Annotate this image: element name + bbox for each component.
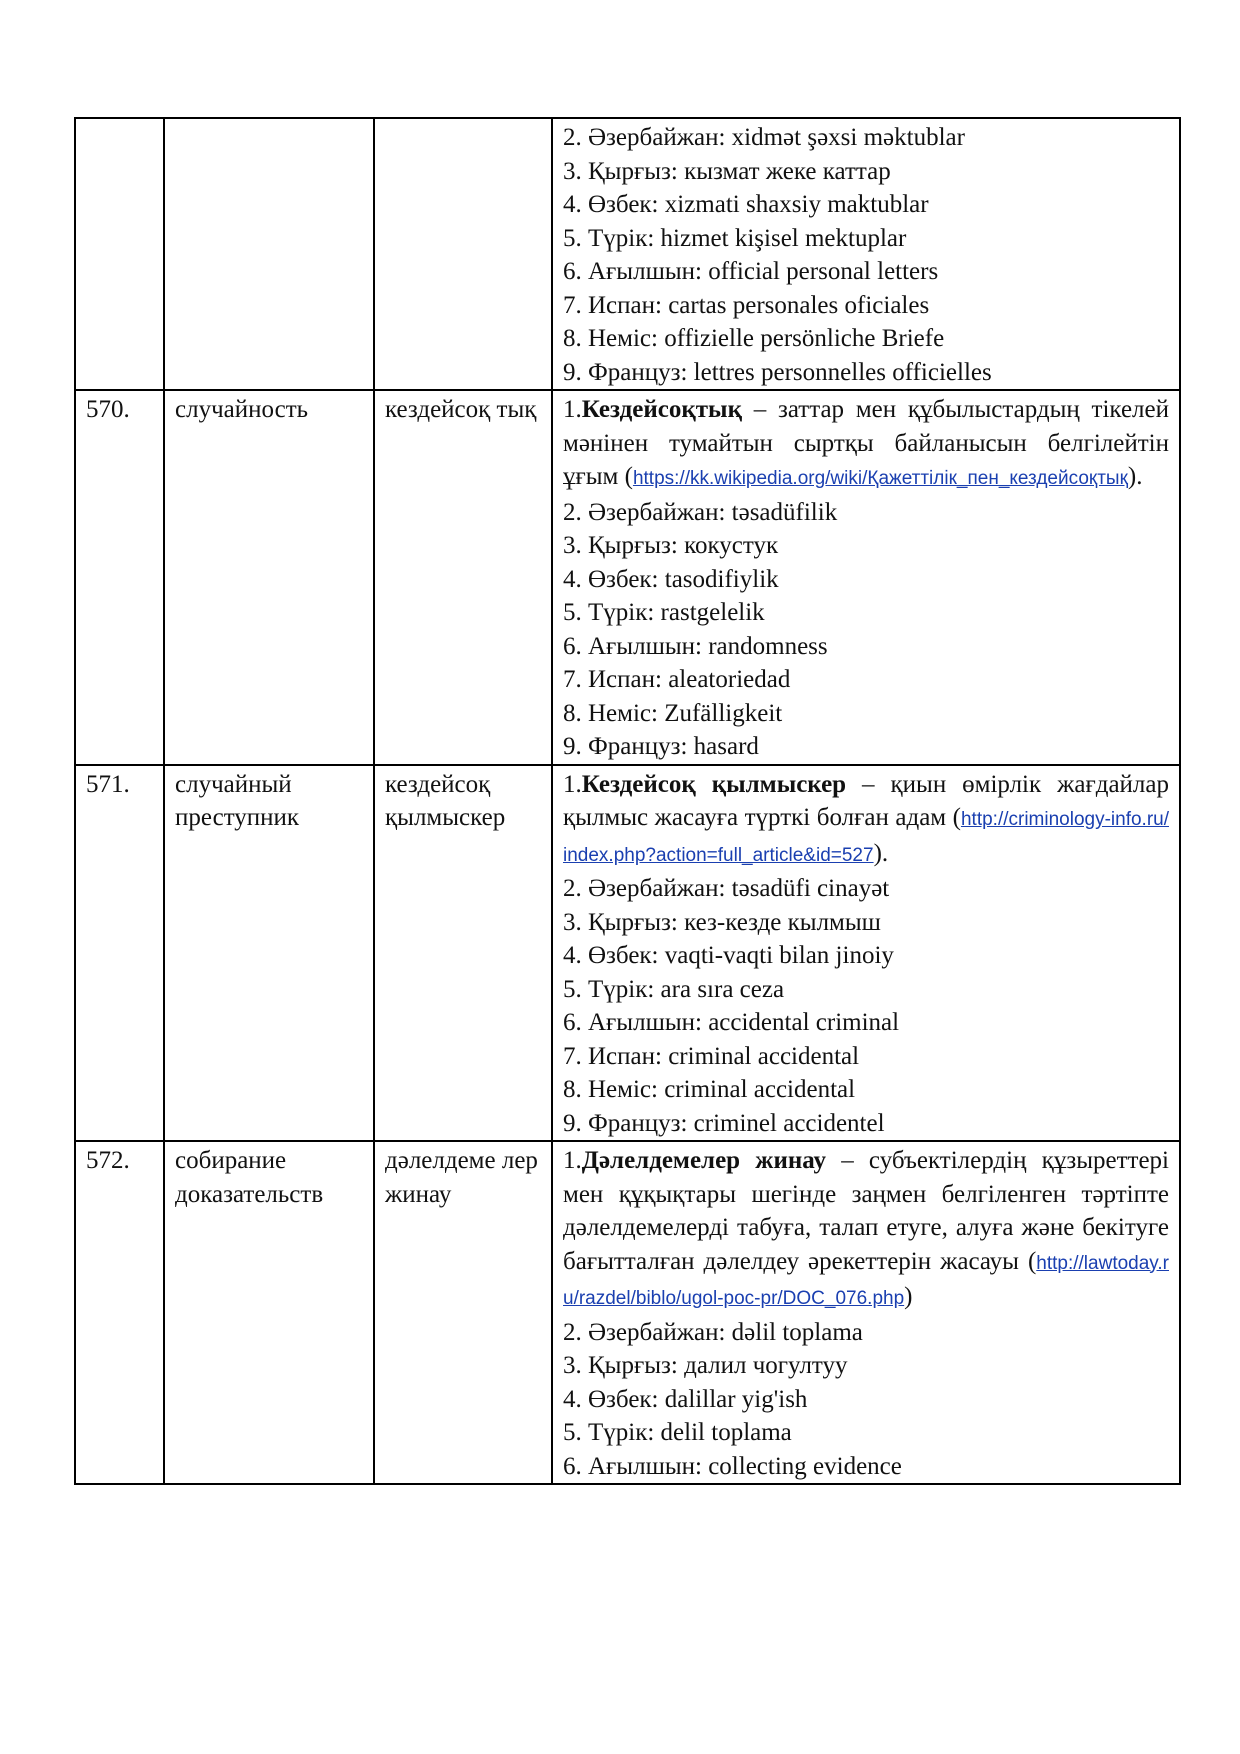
translation-line: 8. Неміс: Zufälligkeit [563, 699, 783, 727]
translation-line: 6. Ағылшын: randomness [563, 632, 828, 660]
translation-line: 9. Француз: hasard [563, 733, 759, 760]
glossary-body [75, 118, 1180, 1484]
translation-line: 4. Өзбек: vaqti-vaqti bilan jinoiy [563, 942, 894, 969]
definition-term: Кездейсоқтық [581, 396, 742, 423]
definition-term: Дәлелдемелер жинау [581, 1147, 826, 1174]
kazakh-term: кездейсоқ тық [374, 390, 552, 765]
definition-prefix: 1. [563, 770, 582, 798]
table-row [75, 1141, 1180, 1484]
definition-suffix: ) [904, 1283, 913, 1310]
table-row [75, 390, 1180, 765]
definition-text [563, 1144, 1169, 1316]
translation-line: 7. Испан: aleatoriedad [563, 666, 791, 693]
glossary-table [74, 117, 1181, 1485]
translation-line: 4. Өзбек: tasodifiylik [563, 565, 779, 593]
definition-cell [552, 118, 1180, 390]
definition-cell [552, 765, 1180, 1142]
source-link[interactable]: https://kk.wikipedia.org/wiki/Қажеттілік_пен_кездейсоқтық [632, 468, 1128, 489]
translation-line: 5. Түрік: hizmet kişisel mektuplar [563, 224, 907, 252]
translation-line: 4. Өзбек: dalillar yig'ish [563, 1385, 808, 1413]
definition-body: – заттар мен құбылыстардың тікелей мәнінен тумайтын сыртқы байланысын белгілейтін ұғым ( [563, 396, 1169, 490]
translation-line: 7. Испан: criminal accidental [563, 1042, 860, 1070]
kazakh-term [374, 118, 552, 390]
definition-cell [552, 390, 1180, 765]
kazakh-term: дәлелдеме лер жинау [374, 1141, 552, 1484]
translation-line: 3. Қырғыз: кез-кезде кылмыш [563, 908, 881, 936]
translation-line: 4. Өзбек: xizmati shaxsiy maktublar [563, 191, 929, 218]
definition-body: – қиын өмірлік жағдайлар қылмыс жасауға түрткі болған адам ( [563, 770, 1169, 831]
entry-number: 572. [75, 1141, 164, 1484]
table-row [75, 765, 1180, 1142]
translation-line: 7. Испан: cartas personales oficiales [563, 291, 930, 319]
translation-line: 5. Түрік: ara sıra ceza [563, 975, 785, 1003]
entry-number: 570. [75, 390, 164, 765]
translation-line: 6. Ағылшын: collecting evidence [563, 1452, 902, 1480]
translation-line: 2. Әзербайжан: təsadüfilik [563, 498, 838, 526]
table-row [75, 118, 1180, 390]
translation-line: 8. Неміс: criminal accidental [563, 1076, 856, 1103]
definition-text [563, 393, 1169, 496]
translation-line: 2. Әзербайжан: xidmət şəxsi məktublar [563, 124, 965, 151]
translation-line: 5. Түрік: delil toplama [563, 1419, 792, 1446]
russian-term: случайность [164, 390, 374, 765]
translation-line: 9. Француз: criminel accidentel [563, 1109, 885, 1137]
kazakh-term: кездейсоқ қылмыскер [374, 765, 552, 1142]
translation-line: 3. Қырғыз: кызмат жеке каттар [563, 157, 891, 185]
russian-term [164, 118, 374, 390]
definition-term: Кездейсоқ қылмыскер [581, 770, 847, 798]
translation-line: 3. Қырғыз: кокустук [563, 532, 779, 559]
definition-suffix: ). [1127, 463, 1143, 490]
translation-line: 3. Қырғыз: далил чогултуу [563, 1352, 848, 1379]
entry-number [75, 118, 164, 390]
russian-term: случайный преступник [164, 765, 374, 1142]
definition-suffix: ). [873, 839, 889, 867]
translation-line: 5. Түрік: rastgelelik [563, 599, 765, 626]
russian-term: собирание доказательств [164, 1141, 374, 1484]
translation-line: 8. Неміс: offizielle persönliche Briefe [563, 325, 945, 352]
translation-line: 6. Ағылшын: official personal letters [563, 258, 939, 285]
definition-prefix: 1. [563, 1147, 582, 1174]
translation-line: 6. Ағылшын: accidental criminal [563, 1009, 900, 1036]
translation-line: 9. Француз: lettres personnelles officielles [563, 358, 992, 386]
definition-text [563, 768, 1169, 873]
source-link[interactable]: http://criminology-info.ru/index.php?action=full_article&id=527 [563, 809, 1169, 866]
definition-body: – субъектілердің құзыреттері мен құқықтары шегінде заңмен белгіленген тәртіпте дәлелдемелерді табуға, талап етуге, алуға және бекітуге бағытталған дәлелдеу әрекеттерін жасауы ( [563, 1147, 1169, 1275]
translation-line: 2. Әзербайжан: təsadüfi cinayət [563, 875, 890, 902]
entry-number: 571. [75, 765, 164, 1142]
definition-cell [552, 1141, 1180, 1484]
translation-line: 2. Әзербайжан: dəlil toplama [563, 1318, 863, 1346]
definition-prefix: 1. [563, 396, 582, 423]
source-link[interactable]: http://lawtoday.ru/razdel/biblo/ugol-poc-pr/DOC_076.php [563, 1252, 1169, 1309]
